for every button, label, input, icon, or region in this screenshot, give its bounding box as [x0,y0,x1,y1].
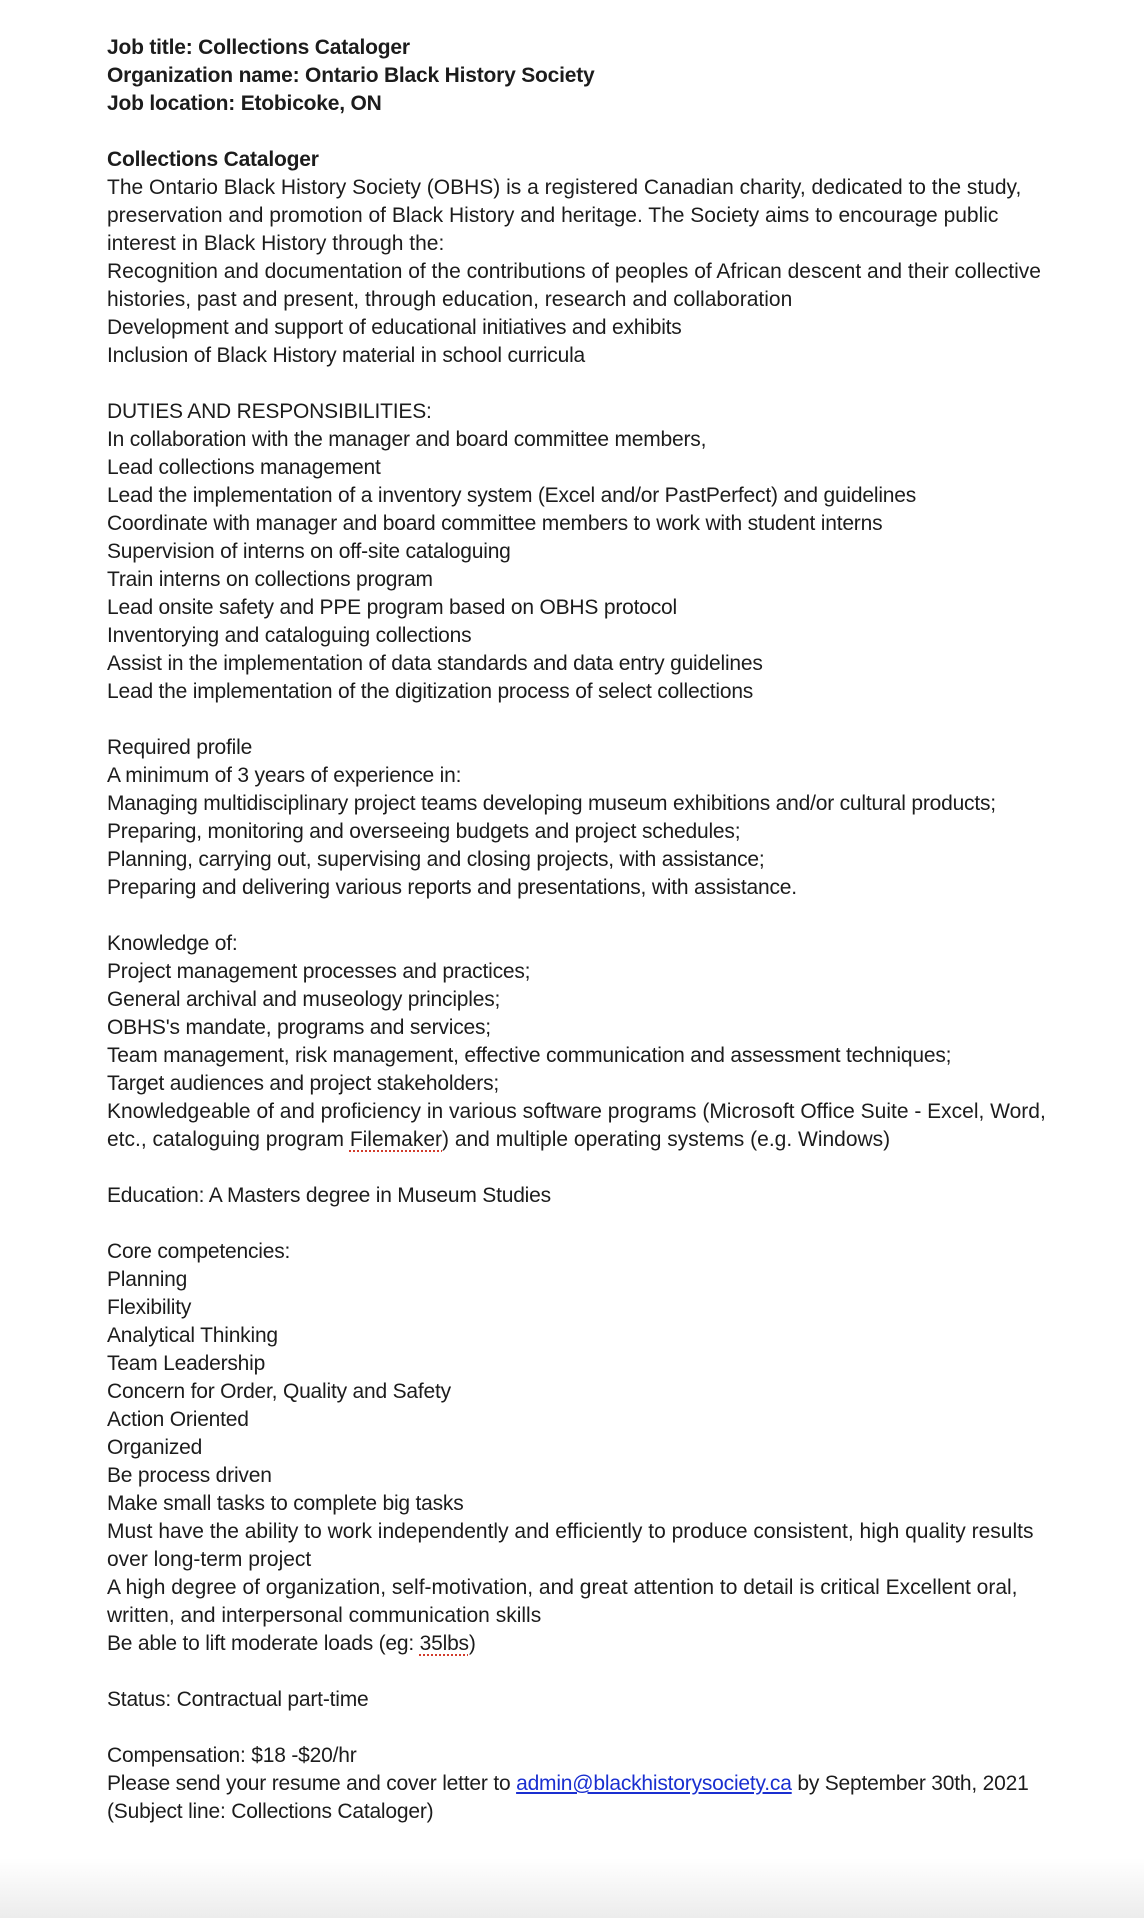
spacer [107,1714,1067,1742]
duty-item: Coordinate with manager and board committee members to work with student interns [107,512,883,535]
profile-intro: A minimum of 3 years of experience in: [107,764,462,787]
knowledge-heading: Knowledge of: [107,932,238,955]
duty-item: In collaboration with the manager and board committee members, [107,428,707,451]
duty-item: Lead collections management [107,456,381,479]
competency-item: Concern for Order, Quality and Safety [107,1380,451,1403]
aim-item: Inclusion of Black History material in school curricula [107,344,586,367]
profile-item: Preparing, monitoring and overseeing budgets and project schedules; [107,820,741,843]
software-text: ) and multiple operating systems (e.g. Windows) [442,1128,891,1151]
duty-item: Assist in the implementation of data standards and data entry guidelines [107,652,763,675]
job-title-line: Job title: Collections Cataloger [107,36,410,59]
knowledge-item: Target audiences and project stakeholders; [107,1072,500,1095]
duty-item: Train interns on collections program [107,568,433,591]
spellcheck-word: Filemaker [349,1128,442,1151]
spacer [107,902,1067,930]
education-line: Education: A Masters degree in Museum Studies [107,1184,551,1207]
profile-item: Preparing and delivering various reports and presentations, with assistance. [107,876,797,899]
organization-line: Organization name: Ontario Black History Society [107,64,595,87]
competency-item: A high degree of organization, self-motivation, and great attention to detail is critical Excellent oral, written, and interpersonal communication skills [107,1576,1018,1627]
profile-heading: Required profile [107,736,253,759]
duties-heading: DUTIES AND RESPONSIBILITIES: [107,400,432,423]
competency-item: Organized [107,1436,203,1459]
competency-item-lift [107,1630,1067,1658]
spellcheck-word: 35lbs [419,1632,469,1655]
profile-item: Planning, carrying out, supervising and closing projects, with assistance; [107,848,765,871]
competency-item: Make small tasks to complete big tasks [107,1492,464,1515]
location-line: Job location: Etobicoke, ON [107,92,382,115]
page-bottom-shade [0,1858,1144,1918]
duty-item: Lead the implementation of a inventory system (Excel and/or PastPerfect) and guidelines [107,484,917,507]
spacer [107,118,1067,146]
knowledge-item: OBHS's mandate, programs and services; [107,1016,491,1039]
email-link[interactable]: admin@blackhistorysociety.ca [516,1772,792,1795]
lift-text: ) [468,1632,476,1655]
spacer [107,706,1067,734]
compensation-line: Compensation: $18 -$20/hr [107,1744,357,1767]
competency-item: Analytical Thinking [107,1324,278,1347]
apply-line [107,1770,1067,1798]
knowledge-item: General archival and museology principles; [107,988,501,1011]
lift-text: Be able to lift moderate loads (eg: [107,1632,420,1655]
spacer [107,1658,1067,1686]
competency-item: Planning [107,1268,188,1291]
competency-item: Be process driven [107,1464,272,1487]
competency-item: Flexibility [107,1296,192,1319]
job-posting-document [107,34,1067,1826]
knowledge-item: Team management, risk management, effective communication and assessment techniques; [107,1044,952,1067]
aim-item: Development and support of educational initiatives and exhibits [107,316,682,339]
section-heading-collections-cataloger: Collections Cataloger [107,148,319,171]
competencies-heading: Core competencies: [107,1240,291,1263]
spacer [107,1210,1067,1238]
apply-text: Please send your resume and cover letter to [107,1772,517,1795]
duty-item: Lead the implementation of the digitization process of select collections [107,680,754,703]
duty-item: Lead onsite safety and PPE program based on OBHS protocol [107,596,677,619]
competency-item: Team Leadership [107,1352,266,1375]
profile-item: Managing multidisciplinary project teams developing museum exhibitions and/or cultural products; [107,792,996,815]
aim-item: Recognition and documentation of the contributions of peoples of African descent and their collective histories, past and present, through education, research and collaboration [107,260,1041,311]
competency-item: Must have the ability to work independently and efficiently to produce consistent, high quality results over long-term project [107,1520,1034,1571]
spacer [107,370,1067,398]
competency-item: Action Oriented [107,1408,249,1431]
subject-line: (Subject line: Collections Cataloger) [107,1800,434,1823]
spacer [107,1154,1067,1182]
duty-item: Inventorying and cataloguing collections [107,624,472,647]
knowledge-software-item [107,1098,1067,1154]
apply-text: by September 30th, 2021 [791,1772,1029,1795]
software-text: Knowledgeable of and proficiency in various software programs (Microsoft Office Suite - Excel, Word, etc., cataloguing program [107,1100,1046,1151]
duty-item: Supervision of interns on off-site cataloguing [107,540,511,563]
knowledge-item: Project management processes and practices; [107,960,531,983]
intro-paragraph: The Ontario Black History Society (OBHS) is a registered Canadian charity, dedicated to the study, preservation and promotion of Black History and heritage. The Society aims to encourage public interest in Black History through the: [107,176,1022,255]
status-line: Status: Contractual part-time [107,1688,369,1711]
